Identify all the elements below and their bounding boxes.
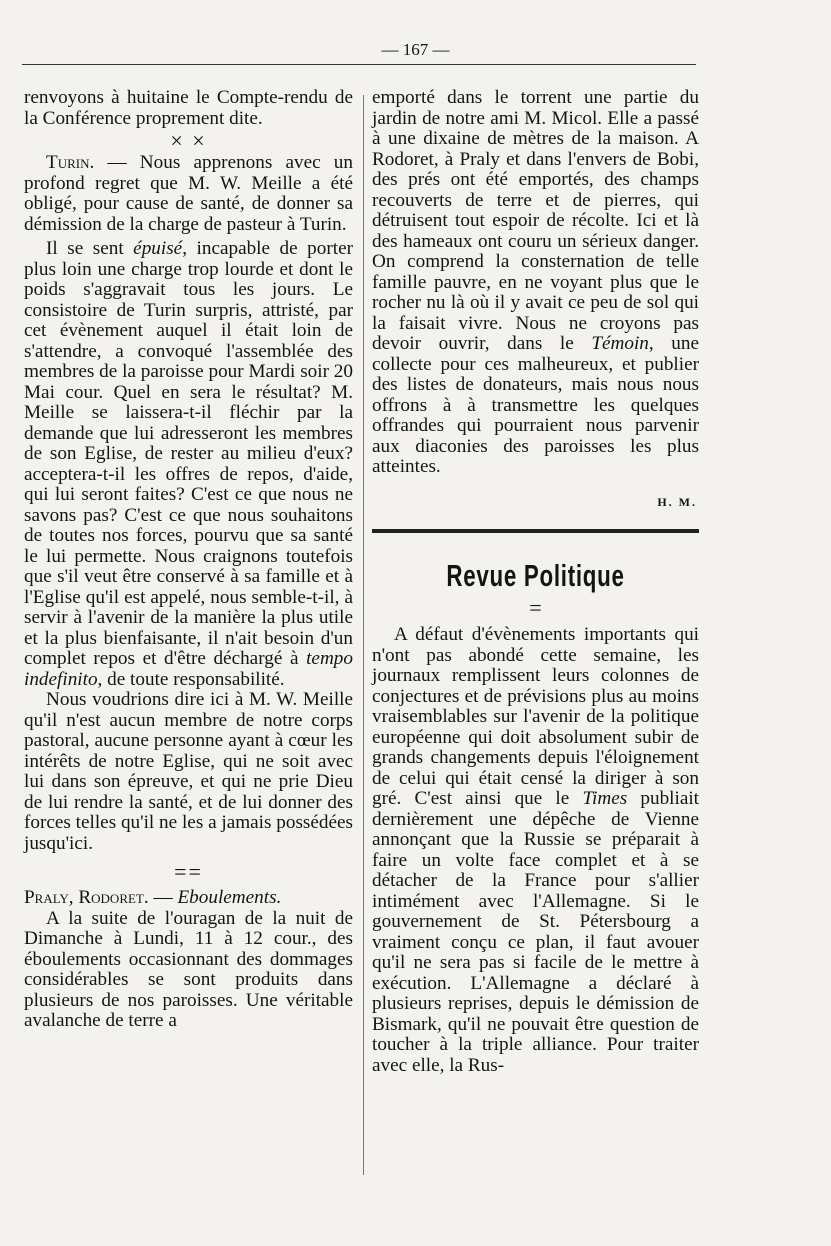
emphasis: tempo indefinito xyxy=(24,648,353,690)
dash: — xyxy=(148,887,178,908)
signature: H. M. xyxy=(657,494,697,509)
text-run: , de toute responsabilité. xyxy=(97,668,285,690)
text-run: emporté dans le torrent une partie du jardin de notre ami M. Micol. Elle a passé à une dixaine de mètres de la maison. A Rodoret, à Praly et dans l'envers de Bobi, des prés ont été emportés, des champs recouverts de terre et de pierres, qui détruisent tout espoir de récolte. Ici et là des hameaux ont couru un sérieux danger. On comprend la consternation de telle famille pauvre, en ne voyant plus que le rocher nu là où il y avait ce peu de sol qui la faisait vivre. Nous ne croyons pas devoir ouvrir, dans le xyxy=(372,87,699,354)
text-run: , une collecte pour ces malheureux, et publier des listes de donateurs, mais nous nous offrons à à transmettre les quelques offrandes qui pourraient nous parvenir aux diaconies des paroisses les plus atteintes. xyxy=(372,333,699,477)
paragraph-continuation: renvoyons à huitaine le Compte-rendu de la Conférence proprement dite. xyxy=(24,87,353,129)
emphasis: Times xyxy=(582,788,628,809)
emphasis: Témoin xyxy=(591,333,649,354)
headline-separator: = xyxy=(529,595,542,620)
top-rule xyxy=(22,64,696,65)
praly-heading xyxy=(24,888,353,909)
eboulements-paragraph: A la suite de l'ouragan de la nuit de Dimanche à Lundi, 11 à 12 cour., des éboulements occasionnant des dommages considérables se sont produits dans plusieurs de nos paroisses. Une véritable avalanche de terre a xyxy=(24,907,353,1031)
praly-title: Eboulements. xyxy=(177,887,282,908)
turin-label: Turin. xyxy=(46,152,95,173)
text-run: Il se sent xyxy=(46,238,134,259)
right-column xyxy=(372,88,699,1076)
meille-paragraph xyxy=(24,239,353,690)
column-divider xyxy=(363,95,364,1175)
support-paragraph: Nous voudrions dire ici à M. W. Meille qu'il n'est aucun membre de notre corps pastoral, aucune personne ayant à cœur les intérêts de notre Eglise, qui ne soit avec lui dans son épreuve, et qui ne prie Dieu de lui rendre la santé, et de lui donner des forces telles qu'il ne les a jamais possédées jusqu'ici. xyxy=(24,689,354,854)
turin-text: — Nous apprenons avec un profond regret que M. W. Meille a été obligé, pour cause de santé, de donner sa démission de la charge de pasteur à Turin. xyxy=(24,152,353,235)
praly-label: Praly, Rodoret. xyxy=(24,887,149,908)
text-run: , incapable de porter plus loin une charge trop lourde et dont le poids s'aggravait tous les jours. Le consistoire de Turin surpris, attristé, par cet évènement auquel il était loin de s'attendre, a convoqué l'assemblée des membres de la paroisse pour Mardi soir 20 Mai cour. Quel en sera le résultat? M. Meille se laissera-t-il fléchir par la demande que lui adresseront les membres de son Eglise, de rester au milieu d'eux? acceptera-t-il les offres de repos, d'aide, qui lui seront faites? C'est ce que nous ne savons pas? C'est ce que nous souhaitons de toutes nos forces, pourvu que sa santé le lui permette. Nous craignons toutefois que s'il veut être conservé à sa famille et à l'Eglise qu'il est appelé, nous semble-t-il, à servir à l'avenir de la manière la plus utile et la plus bienfaisante, il n'ait besoin d'un complet repos et d'être déchargé à xyxy=(24,238,353,669)
page-number: — 167 — xyxy=(381,40,450,59)
section-headline: Revue Politique xyxy=(446,558,625,593)
section-separator: × × xyxy=(170,128,207,153)
text-run: publiait dernièrement une dépêche de Vienne annonçant que la Russie se préparait à faire un volte face complet et à se détacher de la France pour s'allier intimément avec l'Allemagne. Si le gouvernement de St. Pétersbourg a vraiment conçu ce plan, il faut avouer qu'il ne sera pas si facile de le mettre à exécution. L'Allemagne a déclaré à plusieurs reprises, depuis le démission de Bismark, qu'il ne pouvait être question de toucher à la triple alliance. Pour traiter avec elle, la Rus- xyxy=(372,788,700,1076)
section-separator: == xyxy=(174,859,203,884)
emphasis: épuisé xyxy=(133,238,183,259)
turin-paragraph xyxy=(24,153,353,235)
text-run: A défaut d'évènements importants qui n'ont pas abondé cette semaine, les journaux remplissent leurs colonnes de conjectures et de prévisions plus au moins vraisemblables sur l'avenir de la politique européenne qui doit absolument subir de grands changements depuis l'éloignement de celui qui était censé la diriger à son gré. C'est ainsi que le xyxy=(372,624,699,809)
politique-paragraph xyxy=(372,625,699,1076)
section-rule xyxy=(372,529,699,533)
paragraph-continuation xyxy=(372,88,699,478)
left-column xyxy=(24,88,353,1032)
